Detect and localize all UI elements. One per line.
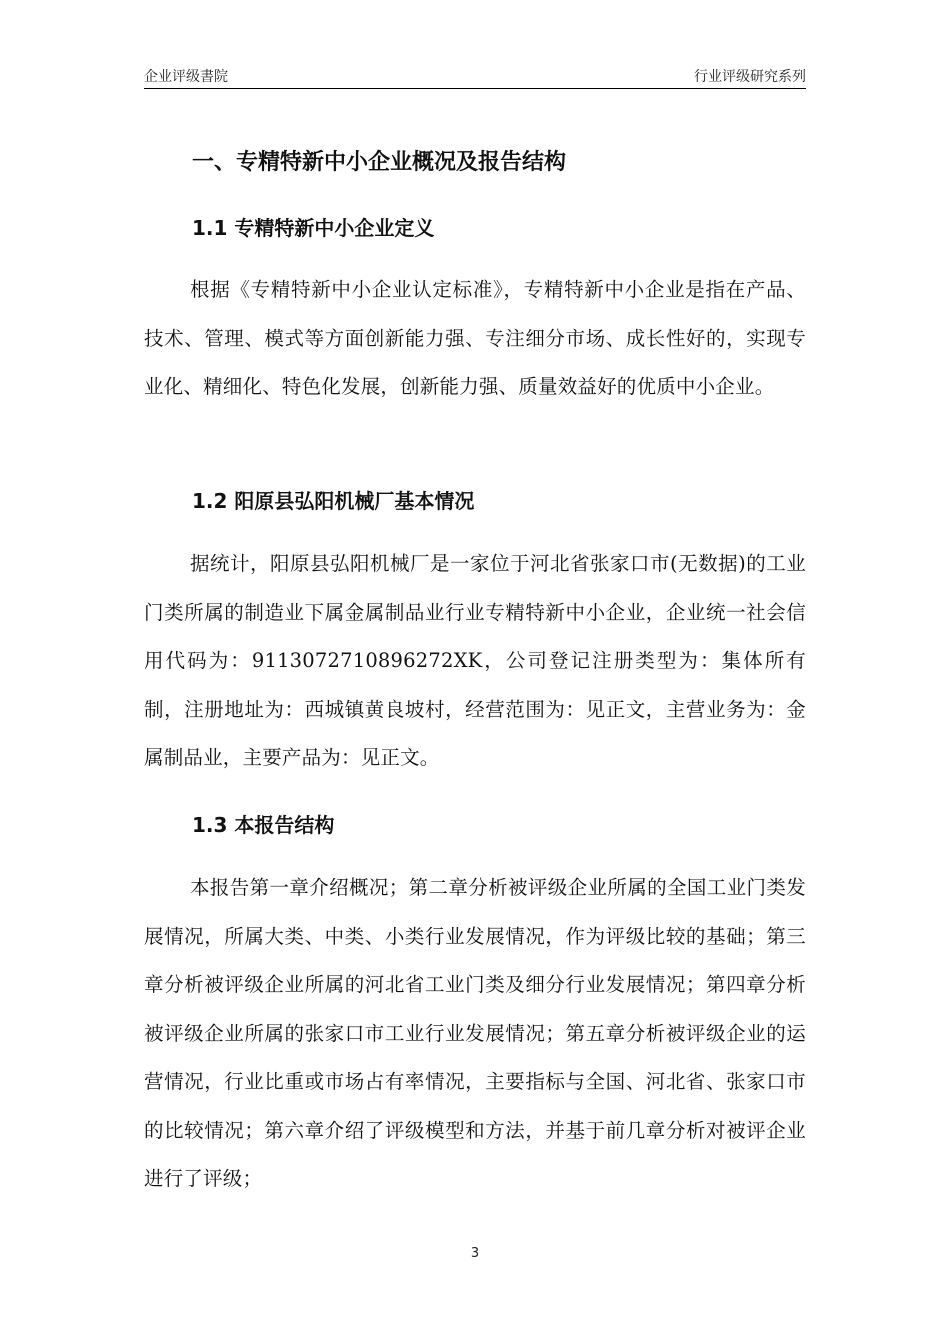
section-paragraph-1-2: 据统计，阳原县弘阳机械厂是一家位于河北省张家口市(无数据)的工业门类所属的制造业下属金属制品业行业专精特新中小企业，企业统一社会信用代码为：9113072710896272XK，公司登记注册类型为：集体所有制，注册地址为：西城镇黄良坡村，经营范围为：见正文，主营业务为：金属制品业，主要产品为：见正文。 [144,552,806,769]
header-divider [144,88,806,89]
header-right-text: 行业评级研究系列 [694,69,806,85]
header-left-text: 企业评级書院 [144,69,228,85]
section-heading-1-1: 1.1 专精特新中小企业定义 [192,216,435,240]
section-heading-1-3: 1.3 本报告结构 [192,813,335,837]
section-heading-1-2: 1.2 阳原县弘阳机械厂基本情况 [192,489,475,513]
chapter-title: 一、专精特新中小企业概况及报告结构 [192,150,567,175]
section-paragraph-1-1: 根据《专精特新中小企业认定标准》，专精特新中小企业是指在产品、技术、管理、模式等方面创新能力强、专注细分市场、成长性好的，实现专业化、精细化、特色化发展，创新能力强、质量效益好的优质中小企业。 [144,278,806,398]
page-number: 3 [470,1246,480,1261]
section-paragraph-1-3: 本报告第一章介绍概况；第二章分析被评级企业所属的全国工业门类发展情况，所属大类、中类、小类行业发展情况，作为评级比较的基础；第三章分析被评级企业所属的河北省工业门类及细分行业发展情况；第四章分析被评级企业所属的张家口市工业行业发展情况；第五章分析被评级企业的运营情况，行业比重或市场占有率情况，主要指标与全国、河北省、张家口市的比较情况；第六章介绍了评级模型和方法，并基于前几章分析对被评企业进行了评级； [144,876,806,1190]
